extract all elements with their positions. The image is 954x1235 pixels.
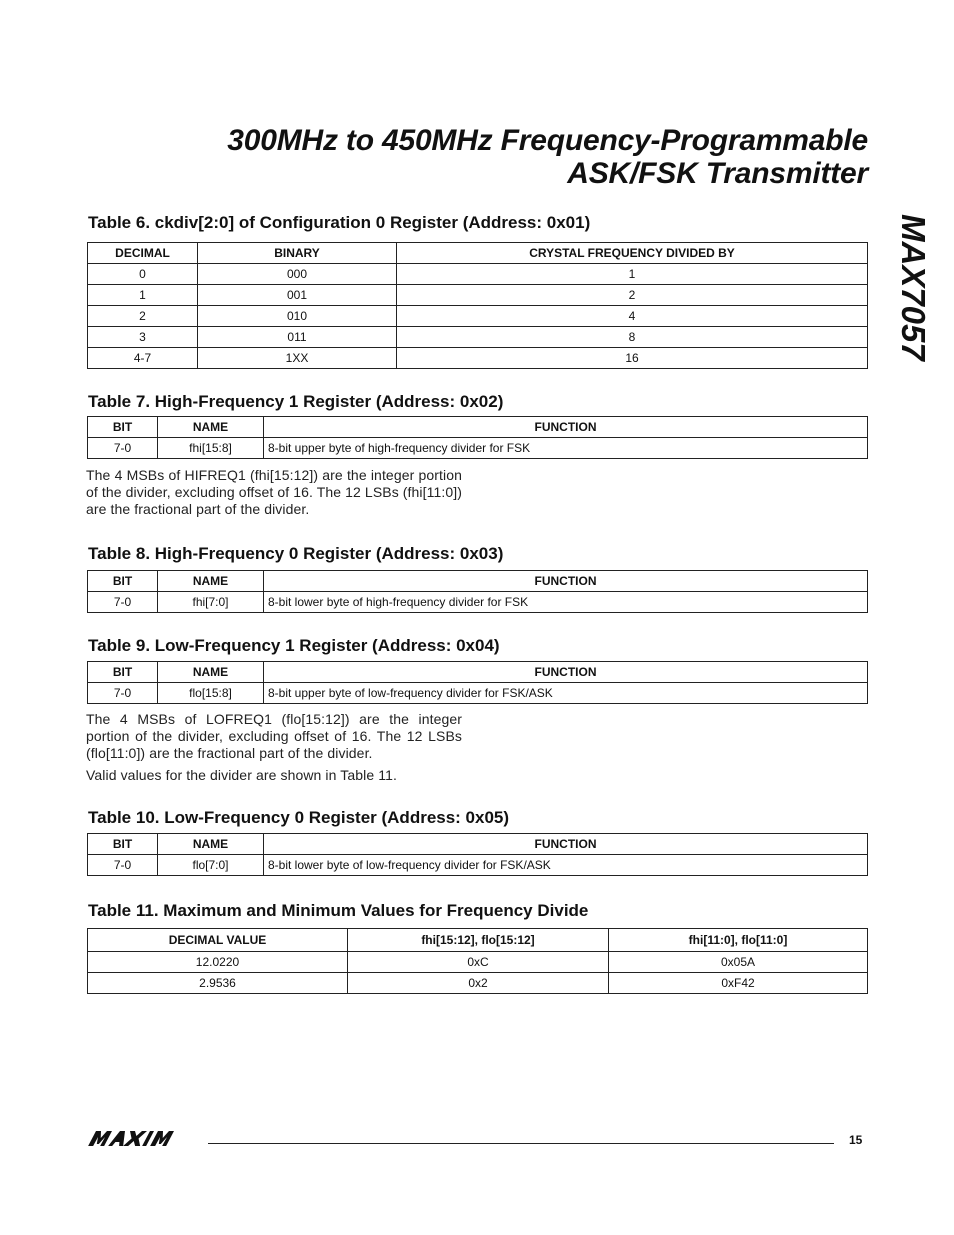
column-header: FUNCTION	[264, 834, 868, 855]
column-header: NAME	[158, 417, 264, 438]
table-row	[88, 264, 868, 285]
table-cell: 0x05A	[609, 952, 868, 973]
table-cell: 0x2	[348, 973, 609, 994]
table-cell: 3	[88, 327, 198, 348]
table8-caption: Table 8. High-Frequency 0 Register (Address: 0x03)	[88, 544, 504, 563]
column-header: FUNCTION	[264, 662, 868, 683]
table-cell: 001	[198, 285, 397, 306]
column-header: BIT	[88, 571, 158, 592]
table-header-row	[88, 571, 868, 592]
column-header: NAME	[158, 571, 264, 592]
table-cell: 7-0	[88, 683, 158, 704]
column-header: CRYSTAL FREQUENCY DIVIDED BY	[397, 243, 868, 264]
table-cell: 011	[198, 327, 397, 348]
column-header: FUNCTION	[264, 571, 868, 592]
table9	[87, 661, 868, 704]
column-header: BIT	[88, 417, 158, 438]
table9-caption: Table 9. Low-Frequency 1 Register (Address: 0x04)	[88, 636, 500, 655]
table-cell: 4	[397, 306, 868, 327]
table7	[87, 416, 868, 459]
part-number-side-tag: MAX7057	[895, 214, 932, 361]
table-header-row	[88, 417, 868, 438]
table-cell: flo[7:0]	[158, 855, 264, 876]
footer-rule	[208, 1143, 834, 1144]
hifreq1-description: The 4 MSBs of HIFREQ1 (fhi[15:12]) are the integer portion of the divider, excluding offset of 16. The 12 LSBs (fhi[11:0]) are the fractional part of the divider.	[86, 467, 462, 517]
table-header-row	[88, 243, 868, 264]
table-cell: 010	[198, 306, 397, 327]
table-cell: 8-bit lower byte of low-frequency divider for FSK/ASK	[264, 855, 868, 876]
maxim-logo	[88, 1131, 200, 1146]
table-cell: 8	[397, 327, 868, 348]
column-header: DECIMAL	[88, 243, 198, 264]
column-header: fhi[15:12], flo[15:12]	[348, 929, 609, 952]
table6-caption: Table 6. ckdiv[2:0] of Configuration 0 Register (Address: 0x01)	[88, 213, 591, 232]
table-cell: 1XX	[198, 348, 397, 369]
table-row	[88, 348, 868, 369]
table-cell: 2	[88, 306, 198, 327]
table-cell: 7-0	[88, 592, 158, 613]
column-header: BINARY	[198, 243, 397, 264]
table-row	[88, 592, 868, 613]
table-cell: 000	[198, 264, 397, 285]
column-header: fhi[11:0], flo[11:0]	[609, 929, 868, 952]
page-number: 15	[849, 1133, 863, 1147]
table-header-row	[88, 929, 868, 952]
table8	[87, 570, 868, 613]
column-header: FUNCTION	[264, 417, 868, 438]
table-cell: 2	[397, 285, 868, 306]
table-cell: 7-0	[88, 855, 158, 876]
table-cell: 0xC	[348, 952, 609, 973]
table10	[87, 833, 868, 876]
column-header: BIT	[88, 662, 158, 683]
table-cell: 8-bit upper byte of low-frequency divider for FSK/ASK	[264, 683, 868, 704]
table11-caption: Table 11. Maximum and Minimum Values for Frequency Divide	[88, 901, 589, 920]
table-header-row	[88, 834, 868, 855]
table-cell: 0xF42	[609, 973, 868, 994]
column-header: NAME	[158, 662, 264, 683]
table-row	[88, 327, 868, 348]
column-header: NAME	[158, 834, 264, 855]
table-row	[88, 683, 868, 704]
table-cell: 1	[88, 285, 198, 306]
table-cell: 16	[397, 348, 868, 369]
table-cell: 4-7	[88, 348, 198, 369]
page-title-line-1: 300MHz to 450MHz Frequency-Programmable	[227, 124, 868, 157]
table-row	[88, 952, 868, 973]
lofreq1-description: The 4 MSBs of LOFREQ1 (flo[15:12]) are the integer portion of the divider, excluding offset of 16. The 12 LSBs (flo[11:0]) are the fractional part of the divider.	[86, 711, 462, 761]
table10-caption: Table 10. Low-Frequency 0 Register (Address: 0x05)	[88, 808, 510, 827]
table-cell: 8-bit lower byte of high-frequency divider for FSK	[264, 592, 868, 613]
table-header-row	[88, 662, 868, 683]
valid-values-note: Valid values for the divider are shown in Table 11.	[86, 767, 397, 783]
page-title-line-2: ASK/FSK Transmitter	[567, 157, 868, 190]
column-header: DECIMAL VALUE	[88, 929, 348, 952]
page-title	[227, 124, 868, 190]
table-row	[88, 973, 868, 994]
table-cell: fhi[7:0]	[158, 592, 264, 613]
table7-caption: Table 7. High-Frequency 1 Register (Address: 0x02)	[88, 392, 504, 411]
table-row	[88, 306, 868, 327]
table-cell: 8-bit upper byte of high-frequency divider for FSK	[264, 438, 868, 459]
table-cell: 7-0	[88, 438, 158, 459]
table-cell: 12.0220	[88, 952, 348, 973]
column-header: BIT	[88, 834, 158, 855]
table-cell: 2.9536	[88, 973, 348, 994]
table-row	[88, 285, 868, 306]
table-row	[88, 438, 868, 459]
table-cell: 0	[88, 264, 198, 285]
table-row	[88, 855, 868, 876]
table11	[87, 928, 868, 994]
table-cell: fhi[15:8]	[158, 438, 264, 459]
table-cell: flo[15:8]	[158, 683, 264, 704]
table-cell: 1	[397, 264, 868, 285]
table6	[87, 242, 868, 369]
